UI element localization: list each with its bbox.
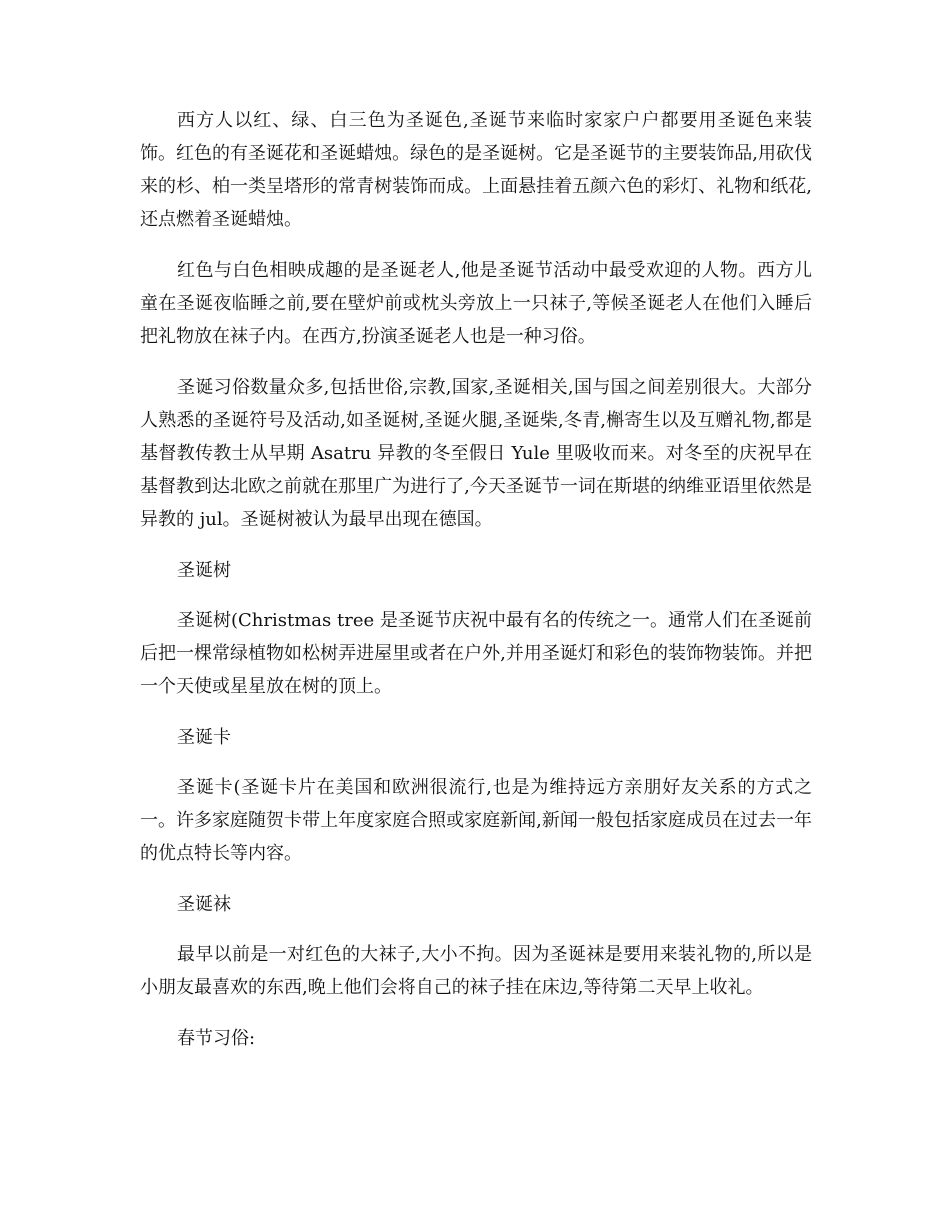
paragraph-santa-claus: 红色与白色相映成趣的是圣诞老人,他是圣诞节活动中最受欢迎的人物。西方儿童在圣诞夜临睡之前,要在壁炉前或枕头旁放上一只袜子,等候圣诞老人在他们入睡后把礼物放在袜子内。在西方,扮演圣诞老人也是一种习俗。: [140, 260, 812, 347]
heading-christmas-stocking: 圣诞袜: [177, 894, 231, 915]
paragraph-christmas-stocking: 最早以前是一对红色的大袜子,大小不拘。因为圣诞袜是要用来装礼物的,所以是小朋友最喜欢的东西,晚上他们会将自己的袜子挂在床边,等待第二天早上收礼。: [140, 944, 812, 998]
paragraph-christmas-tree: 圣诞树(Christmas tree 是圣诞节庆祝中最有名的传统之一。通常人们在圣诞前后把一棵常绿植物如松树弄进屋里或者在户外,并用圣诞灯和彩色的装饰物装饰。并把一个天使或星星放在树的顶上。: [140, 610, 812, 697]
heading-christmas-tree: 圣诞树: [177, 560, 231, 581]
paragraph-christmas-card: 圣诞卡(圣诞卡片在美国和欧洲很流行,也是为维持远方亲朋好友关系的方式之一。许多家庭随贺卡带上年度家庭合照或家庭新闻,新闻一般包括家庭成员在过去一年的优点特长等内容。: [140, 777, 812, 864]
paragraph-christmas-colors: 西方人以红、绿、白三色为圣诞色,圣诞节来临时家家户户都要用圣诞色来装饰。红色的有圣诞花和圣诞蜡烛。绿色的是圣诞树。它是圣诞节的主要装饰品,用砍伐来的杉、柏一类呈塔形的常青树装饰而成。上面悬挂着五颜六色的彩灯、礼物和纸花,还点燃着圣诞蜡烛。: [140, 110, 812, 230]
heading-spring-festival-customs: 春节习俗:: [177, 1028, 256, 1049]
paragraph-christmas-customs: 圣诞习俗数量众多,包括世俗,宗教,国家,圣诞相关,国与国之间差别很大。大部分人熟悉的圣诞符号及活动,如圣诞树,圣诞火腿,圣诞柴,冬青,槲寄生以及互赠礼物,都是基督教传教士从早期 Asatru 异教的冬至假日 Yule 里吸收而来。对冬至的庆祝早在基督教到达北欧之前就在那里广为进行了,今天圣诞节一词在斯堪的纳维亚语里依然是异教的 jul。圣诞树被认为最早出现在德国。: [140, 377, 812, 530]
document-page: [140, 104, 812, 1072]
heading-christmas-card: 圣诞卡: [177, 727, 231, 748]
